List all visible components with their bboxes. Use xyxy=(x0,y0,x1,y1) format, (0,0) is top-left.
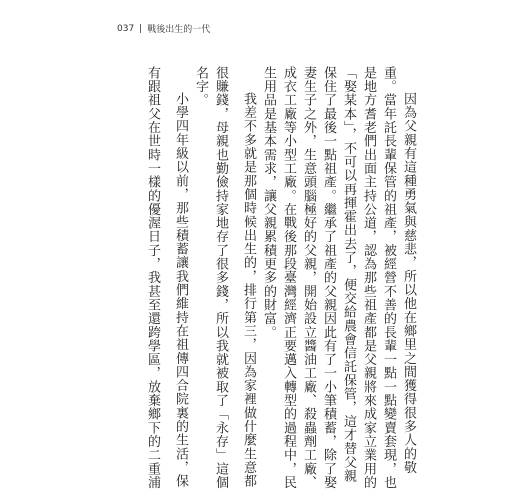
text-column: 保住了最後一點祖產。繼承了祖產的父親因此有了一小筆積蓄，除了娶 xyxy=(321,66,336,490)
text-column: 「娶某本」，不可以再揮霍出去了，便交給農會信託保管，這才替父親 xyxy=(341,66,356,483)
running-header xyxy=(117,22,210,35)
text-column: 成衣工廠等小型工廠。在戰後那段臺灣經濟正要邁入轉型的過程中，民 xyxy=(281,66,296,490)
text-column: 我差不多就是那個時候出生的，排行第三，因為家裡做什麼生意都 xyxy=(241,92,256,488)
chapter-title: 戰後出生的一代 xyxy=(147,25,211,35)
text-column: 是地方耆老們出面主持公道，認為那些祖產都是父親將來成家立業用的 xyxy=(361,66,376,490)
text-column: 小學四年級以前，那些積蓄讓我們維持在祖傳四合院裏的生活，保 xyxy=(173,92,188,488)
text-column: 有跟祖父在世時一樣的優渥日子，我甚至還跨學區，放棄鄉下的二重浦 xyxy=(145,66,160,490)
page-number: 037 xyxy=(117,23,135,34)
header-divider xyxy=(140,24,141,33)
text-column: 因為父親有這種勇氣與慈悲，所以他在鄉里之間獲得很多人的敬 xyxy=(401,92,416,475)
text-column: 重。當年託長輩保管的祖產，被經營不善的長輩一點一點變賣套現，也 xyxy=(381,66,396,490)
text-column: 妻生子之外，生意頭腦極好的父親，開始設立醬油工廠、殺蟲劑工廠、 xyxy=(301,66,316,490)
text-column: 很賺錢，母親也勤儉持家地存了很多錢，所以我就被取了「永存」這個 xyxy=(213,66,228,490)
text-column: 名字。 xyxy=(193,66,208,107)
text-column: 生用品是基本需求，讓父親累積更多的財富。 xyxy=(261,66,276,339)
body-text xyxy=(142,66,418,490)
